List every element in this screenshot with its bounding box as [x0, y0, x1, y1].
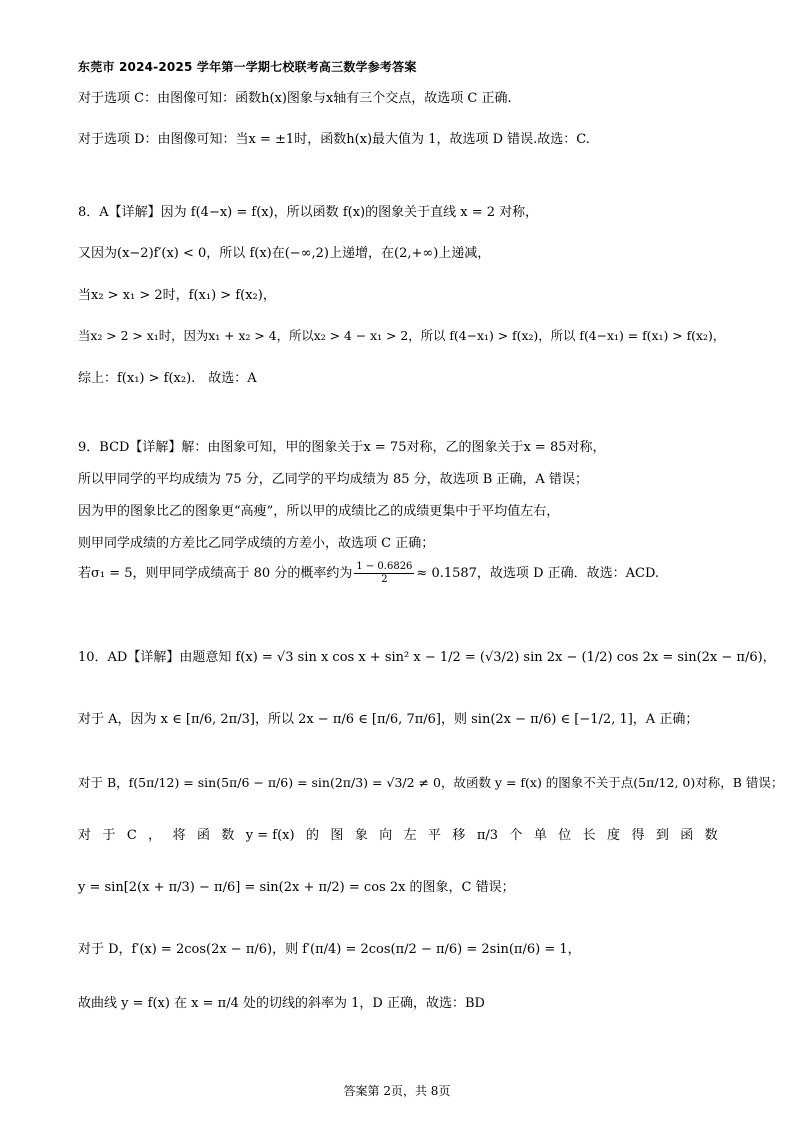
- spread-token: 位: [558, 828, 572, 843]
- spread-token: C: [126, 828, 137, 843]
- q10-line-7: 故曲线 y = f(x) 在 x = π/4 处的切线的斜率为 1，D 正确，故选：BD: [78, 996, 485, 1011]
- q9-line-2: 所以甲同学的平均成绩为 75 分，乙同学的平均成绩为 85 分，故选项 B 正确，A 错误；: [78, 472, 588, 487]
- spread-token: π/3: [476, 828, 499, 843]
- q8-line-2: 又因为(x−2)f′(x) < 0，所以 f(x)在(−∞,2)上递增，在(2,+∞)上递减，: [78, 246, 491, 261]
- spread-token: 个: [509, 828, 523, 843]
- spread-token: 于: [102, 828, 116, 843]
- spread-token: 移: [452, 828, 466, 843]
- probability-fraction: [354, 562, 414, 585]
- option-c-line: 对于选项 C：由图像可知：函数h(x)图象与x轴有三个交点，故选项 C 正确.: [78, 91, 512, 106]
- spread-token: 函: [680, 828, 694, 843]
- spread-token: 图: [330, 828, 344, 843]
- spread-token: 向: [379, 828, 393, 843]
- fraction-denominator: 2: [381, 574, 388, 585]
- fraction-numerator: 1 − 0.6826: [356, 561, 413, 572]
- q10-line-2: 对于 A，因为 x ∈ [π/6, 2π/3]，所以 2x − π/6 ∈ [π/6, 7π/6]，则 sin(2x − π/6) ∈ [−1/2, 1]，A 正确；: [78, 712, 699, 727]
- spread-token: 的: [305, 828, 319, 843]
- page-footer: 答案第 2页，共 8页: [343, 1084, 451, 1098]
- q9-line-1: 9．BCD【详解】解：由图象可知，甲的图象关于x = 75对称，乙的图象关于x = 85对称，: [78, 440, 606, 455]
- q10-line-5: y = sin[2(x + π/3) − π/6] = sin(2x + π/2) = cos 2x 的图象，C 错误；: [78, 880, 515, 895]
- page-header: 东莞市 2024-2025 学年第一学期七校联考高三数学参考答案: [78, 60, 417, 74]
- q9-line-5-text: 若σ₁ = 5，则甲同学成绩高于 80 分的概率约为: [78, 566, 353, 581]
- q9-line-5: [78, 562, 659, 585]
- spread-token: 对: [78, 828, 92, 843]
- q9-line-3: 因为甲的图象比乙的图象更“高瘦”，所以甲的成绩比乙的成绩更集中于平均值左右，: [78, 504, 560, 519]
- q8-line-5: 综上：f(x₁) > f(x₂). 故选：A: [78, 371, 257, 386]
- q10-line-6: 对于 D，f′(x) = 2cos(2x − π/6)，则 f′(π/4) = 2cos(π/2 − π/6) = 2sin(π/6) = 1，: [78, 942, 581, 957]
- spread-token: 长: [582, 828, 596, 843]
- spread-token: 到: [655, 828, 669, 843]
- q9-line-5-tail: ≈ 0.1587，故选项 D 正确．故选：ACD.: [416, 566, 660, 581]
- spread-token: y = f(x): [245, 828, 295, 843]
- spread-token: 函: [196, 828, 210, 843]
- q8-line-1: 8．A【详解】因为 f(4−x) = f(x)，所以函数 f(x)的图象关于直线 x = 2 对称，: [78, 205, 539, 220]
- spread-token: 数: [704, 828, 718, 843]
- spread-token: 左: [403, 828, 417, 843]
- spread-token: 数: [221, 828, 235, 843]
- spread-token: 平: [428, 828, 442, 843]
- q10-line-3: 对于 B，f(5π/12) = sin(5π/6 − π/6) = sin(2π/3) = √3/2 ≠ 0，故函数 y = f(x) 的图象不关于点(5π/12, 0)对称，B 错误；: [78, 775, 784, 790]
- spread-token: 单: [533, 828, 547, 843]
- spread-token: ，: [148, 828, 162, 843]
- q10-line-1: 10．AD【详解】由题意知 f(x) = √3 sin x cos x + sin² x − 1/2 = (√3/2) sin 2x − (1/2) cos 2x = sin(2x − π/6)，: [78, 650, 776, 665]
- spread-token: 度: [607, 828, 621, 843]
- q9-line-4: 则甲同学成绩的方差比乙同学成绩的方差小，故选项 C 正确；: [78, 536, 435, 551]
- q8-line-3: 当x₂ > x₁ > 2时，f(x₁) > f(x₂)，: [78, 288, 276, 303]
- spread-token: 象: [354, 828, 368, 843]
- spread-token: 将: [172, 828, 186, 843]
- spread-token: 得: [631, 828, 645, 843]
- option-d-line: 对于选项 D：由图像可知：当x = ±1时，函数h(x)最大值为 1，故选项 D 错误.故选：C.: [78, 132, 590, 147]
- q8-line-4: 当x₂ > 2 > x₁时，因为x₁ + x₂ > 4，所以x₂ > 4 − x₁ > 2，所以 f(4−x₁) > f(x₂)，所以 f(4−x₁) = f(x₁) > f(x₂)，: [78, 328, 726, 343]
- q10-line-4: [78, 828, 718, 844]
